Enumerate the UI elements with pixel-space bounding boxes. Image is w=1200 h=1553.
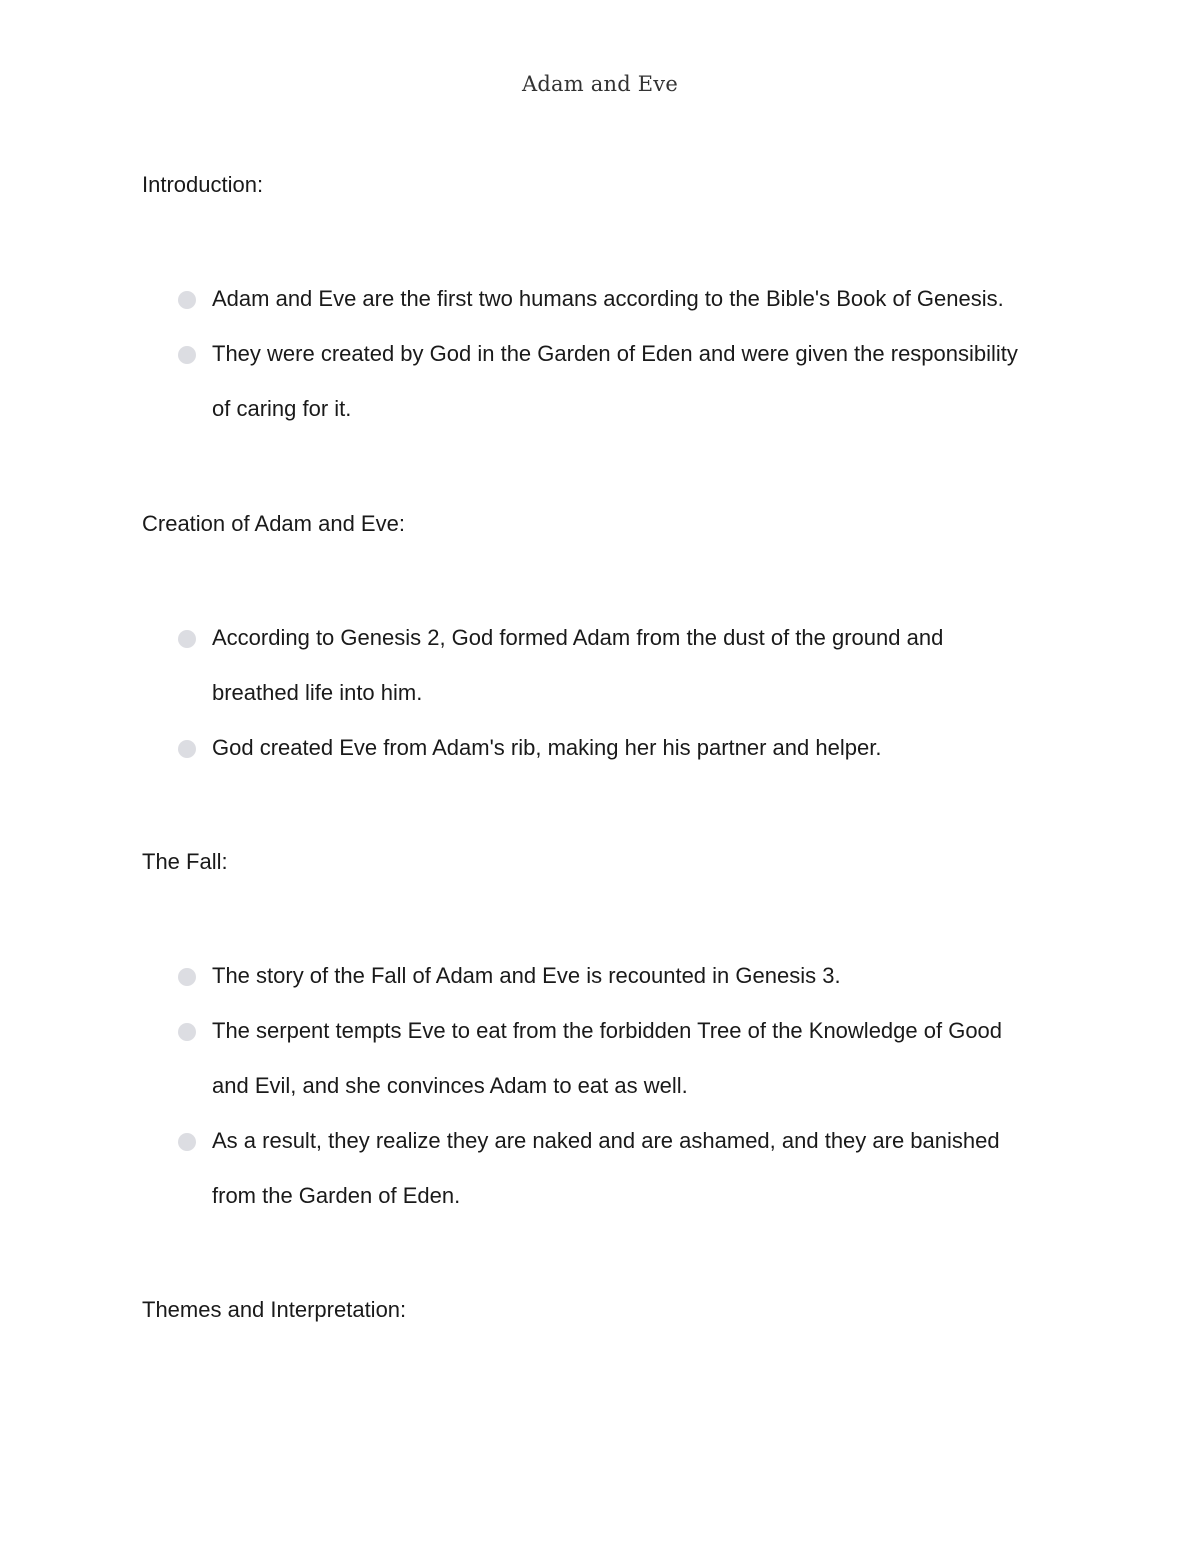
bullet-icon [178, 1133, 196, 1151]
bullet-text-continued: of caring for it. [212, 396, 352, 421]
bullet-text: The story of the Fall of Adam and Eve is recounted in Genesis 3. [212, 963, 841, 988]
section-heading-the-fall: The Fall: [142, 849, 228, 874]
bullet-text: As a result, they realize they are naked and are ashamed, and they are banished [212, 1128, 1000, 1153]
bullet-icon [178, 1023, 196, 1041]
bullet-text-continued: from the Garden of Eden. [212, 1183, 461, 1208]
bullet-text: They were created by God in the Garden of Eden and were given the responsibility [212, 341, 1018, 366]
bullet-text-continued: and Evil, and she convinces Adam to eat as well. [212, 1073, 688, 1098]
section-heading-themes: Themes and Interpretation: [142, 1297, 407, 1322]
document-title: Adam and Eve [522, 72, 678, 96]
section-heading-introduction: Introduction: [142, 172, 264, 197]
bullet-icon [178, 630, 196, 648]
bullet-text: According to Genesis 2, God formed Adam from the dust of the ground and [212, 625, 944, 650]
section-heading-creation: Creation of Adam and Eve: [142, 511, 405, 536]
bullet-icon [178, 291, 196, 309]
bullet-icon [178, 346, 196, 364]
bullet-icon [178, 740, 196, 758]
bullet-text: Adam and Eve are the first two humans according to the Bible's Book of Genesis. [212, 286, 1004, 311]
bullet-text-continued: breathed life into him. [212, 680, 423, 705]
bullet-icon [178, 968, 196, 986]
bullet-text: God created Eve from Adam's rib, making her his partner and helper. [212, 735, 882, 760]
bullet-text: The serpent tempts Eve to eat from the forbidden Tree of the Knowledge of Good [212, 1018, 1003, 1043]
